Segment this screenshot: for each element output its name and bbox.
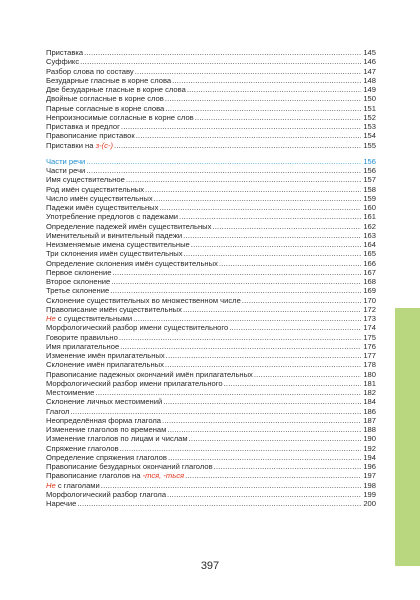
toc-page-number: 153: [363, 122, 376, 131]
toc-entry-text: Морфологический разбор имени прилагательного: [46, 378, 223, 388]
toc-page-number: 147: [363, 66, 376, 76]
toc-entry-text: Склонение имён прилагательных: [46, 360, 164, 370]
toc-leader-dots: [165, 94, 361, 103]
toc-page-number: 145: [363, 48, 376, 57]
toc-entry[interactable]: [46, 434, 376, 443]
toc-entry-title: [46, 141, 113, 150]
toc-entry[interactable]: [46, 481, 376, 490]
toc-entry[interactable]: [46, 131, 376, 140]
toc-entry[interactable]: [46, 85, 376, 94]
toc-entry-text: Определение склонения имён существительных: [46, 258, 218, 268]
toc-leader-dots: [214, 462, 361, 471]
toc-entry[interactable]: [46, 259, 376, 268]
toc-leader-dots: [145, 185, 361, 194]
toc-entry-title: [46, 85, 186, 94]
toc-leader-dots: [163, 397, 361, 406]
toc-page-number: 182: [363, 388, 376, 397]
toc-leader-dots: [84, 48, 361, 57]
toc-entry-title: [46, 157, 85, 166]
toc-entry-text: Глагол: [46, 406, 70, 416]
toc-entry-title: [46, 277, 110, 286]
toc-leader-dots: [119, 333, 361, 342]
toc-leader-dots: [101, 481, 361, 490]
toc-leader-dots: [183, 231, 361, 240]
toc-page-number: 156: [363, 166, 376, 175]
toc-entry-title: [46, 113, 194, 122]
toc-entry-title: [46, 462, 213, 471]
toc-entry[interactable]: [46, 388, 376, 397]
toc-entry-text: Приставка: [46, 48, 84, 57]
table-of-contents: [46, 48, 376, 508]
toc-entry[interactable]: [46, 397, 376, 406]
toc-leader-dots: [136, 131, 361, 140]
toc-page-number: 187: [363, 415, 376, 425]
toc-page-number: 198: [363, 480, 376, 490]
toc-entry-text: Падежи имён существительных: [46, 203, 159, 212]
toc-entry-text: Морфологический разбор имени существительного: [46, 323, 229, 333]
toc-page-number: 199: [363, 489, 376, 499]
toc-entry-text: Правописание имён существительных: [46, 304, 182, 314]
toc-entry-title: [46, 314, 132, 323]
toc-entry[interactable]: [46, 57, 376, 66]
toc-entry-text: Изменение имён прилагательных: [46, 351, 165, 360]
toc-entry-text: Род имён существительных: [46, 184, 145, 194]
toc-entry-text: Три склонения имён существительных: [46, 249, 183, 259]
toc-entry[interactable]: [46, 425, 376, 434]
toc-entry-text: Двойные согласные в корне слов: [46, 94, 164, 104]
toc-entry[interactable]: [46, 113, 376, 122]
toc-entry[interactable]: [46, 185, 376, 194]
toc-entry[interactable]: [46, 499, 376, 508]
toc-leader-dots: [159, 203, 361, 212]
toc-page-number: 172: [363, 304, 376, 314]
toc-entry-text: Части речи: [46, 166, 86, 175]
toc-page-number: 180: [363, 369, 376, 379]
toc-entry-title: [46, 499, 76, 508]
toc-leader-dots: [120, 342, 361, 351]
toc-entry-title: [46, 203, 158, 212]
toc-entry[interactable]: [46, 444, 376, 453]
toc-entry-text: Склонение личных местоимений: [46, 397, 163, 407]
toc-page-number: 154: [363, 131, 376, 141]
toc-page-number: 146: [363, 57, 376, 67]
toc-entry-title: [46, 388, 94, 397]
toc-entry-title: [46, 397, 162, 406]
toc-entry-text: Части речи: [46, 156, 86, 166]
toc-entry[interactable]: [46, 94, 376, 103]
toc-entry[interactable]: [46, 314, 376, 323]
toc-entry-text: Две безударные гласные в корне слова: [46, 85, 186, 94]
toc-leader-dots: [86, 157, 361, 166]
toc-entry-title: [46, 222, 211, 231]
toc-page-number: 173: [363, 314, 376, 323]
toc-entry-title: [46, 231, 182, 240]
toc-entry-text: Приставка и предлог: [46, 122, 120, 131]
toc-leader-dots: [154, 194, 361, 203]
toc-leader-dots: [195, 113, 361, 122]
toc-entry-title: [46, 296, 241, 305]
toc-entry-text: с существительными: [55, 314, 133, 323]
toc-page-number: 150: [363, 94, 376, 104]
toc-entry-title: [46, 94, 164, 103]
toc-entry-title: [46, 122, 120, 131]
toc-entry-text: Безударные гласные в корне слова: [46, 75, 172, 85]
toc-entry[interactable]: [46, 416, 376, 425]
toc-entry-text: Разбор слова по составу: [46, 66, 134, 76]
toc-entry-title: [46, 444, 119, 453]
toc-leader-dots: [112, 268, 361, 277]
toc-page-number: 176: [363, 341, 376, 351]
toc-page-number: 192: [363, 443, 376, 453]
toc-entry-text: Употребление предлогов с падежами: [46, 212, 179, 222]
toc-entry-text: Говорите правильно: [46, 332, 118, 342]
toc-entry-title: [46, 481, 100, 490]
toc-page-number: 157: [363, 175, 376, 185]
toc-entry-title: [46, 323, 228, 332]
toc-entry[interactable]: [46, 231, 376, 240]
toc-leader-dots: [77, 499, 361, 508]
toc-page-number: 164: [363, 240, 376, 249]
toc-entry[interactable]: [46, 333, 376, 342]
toc-entry-text: Второе склонение: [46, 277, 111, 286]
toc-entry-text: Спряжение глаголов: [46, 443, 119, 453]
toc-leader-dots: [167, 490, 361, 499]
toc-entry-title: [46, 259, 218, 268]
toc-entry-text: Имя существительное: [46, 175, 125, 185]
page-number: 397: [200, 560, 220, 572]
toc-page-number: 151: [363, 103, 376, 113]
toc-page-number: 162: [363, 221, 376, 231]
toc-leader-dots: [95, 388, 361, 397]
toc-page-number: 196: [363, 462, 376, 471]
toc-page-number: 181: [363, 378, 376, 388]
toc-entry-accent: Не: [46, 314, 56, 323]
toc-entry-text: Местоимение: [46, 388, 95, 397]
toc-leader-dots: [187, 85, 361, 94]
toc-page-number: 165: [363, 249, 376, 259]
toc-entry-title: [46, 360, 164, 369]
toc-page-number: 184: [363, 397, 376, 407]
toc-page-number: 161: [363, 212, 376, 222]
toc-page-number: 177: [363, 351, 376, 360]
toc-entry-title: [46, 268, 111, 277]
toc-leader-dots: [162, 416, 361, 425]
toc-entry-text: Первое склонение: [46, 267, 112, 277]
toc-entry[interactable]: [46, 305, 376, 314]
toc-leader-dots: [184, 249, 361, 258]
toc-entry[interactable]: [46, 76, 376, 85]
toc-entry-title: [46, 425, 166, 434]
toc-page-number: 160: [363, 203, 376, 212]
toc-page-number: 200: [363, 499, 376, 508]
toc-leader-dots: [111, 277, 361, 286]
toc-entry[interactable]: [46, 286, 376, 295]
toc-page-number: 169: [363, 286, 376, 296]
toc-entry-accent: Не: [46, 480, 56, 490]
toc-page-number: 168: [363, 277, 376, 286]
toc-leader-dots: [126, 175, 361, 184]
toc-entry[interactable]: [46, 175, 376, 184]
toc-entry-title: [46, 305, 182, 314]
toc-leader-dots: [183, 305, 361, 314]
toc-entry-text: Именительный и винительный падежи: [46, 230, 183, 240]
toc-leader-dots: [133, 314, 361, 323]
toc-entry-title: [46, 490, 166, 499]
toc-entry-text: Неизменяемые имена существительные: [46, 240, 190, 249]
toc-page-number: 159: [363, 193, 376, 203]
toc-leader-dots: [224, 379, 361, 388]
toc-entry[interactable]: [46, 141, 376, 150]
toc-entry-text: Число имён существительных: [46, 193, 153, 203]
section-side-tab: [395, 308, 420, 566]
toc-leader-dots: [242, 296, 361, 305]
toc-entry-title: [46, 175, 125, 184]
toc-page-number: 149: [363, 85, 376, 94]
toc-entry-text: Неопределённая форма глагола: [46, 415, 162, 425]
toc-entry-text: Имя прилагательное: [46, 341, 120, 351]
toc-entry-title: [46, 57, 79, 66]
toc-page-number: 188: [363, 425, 376, 434]
toc-leader-dots: [191, 240, 361, 249]
toc-entry[interactable]: [46, 360, 376, 369]
toc-entry-title: [46, 370, 253, 379]
toc-entry[interactable]: [46, 490, 376, 499]
toc-entry-text: Изменение глаголов по временам: [46, 425, 167, 434]
toc-leader-dots: [121, 122, 361, 131]
toc-leader-dots: [86, 166, 361, 175]
toc-entry-title: [46, 434, 188, 443]
toc-page-number: 178: [363, 360, 376, 370]
toc-entry[interactable]: [46, 379, 376, 388]
toc-entry-title: [46, 194, 153, 203]
toc-entry-text: Определение спряжения глаголов: [46, 452, 167, 462]
toc-entry-text: Непроизносимые согласные в корне слов: [46, 112, 194, 122]
toc-entry-text: Третье склонение: [46, 286, 110, 296]
toc-page-number: 156: [363, 156, 376, 166]
toc-page-number: 175: [363, 332, 376, 342]
toc-entry[interactable]: [46, 471, 376, 480]
toc-entry-text: Правописание безударных окончаний глаголов: [46, 462, 213, 471]
toc-entry-text: Приставки на: [46, 140, 96, 150]
toc-entry[interactable]: [46, 323, 376, 332]
toc-page-number: 190: [363, 434, 376, 444]
toc-leader-dots: [166, 351, 361, 360]
toc-leader-dots: [172, 76, 361, 85]
toc-entry-title: [46, 471, 184, 480]
toc-entry-text: Склонение существительных во множественном числе: [46, 295, 241, 305]
toc-entry-title: [46, 351, 165, 360]
toc-page-number: 152: [363, 112, 376, 122]
toc-leader-dots: [229, 323, 361, 332]
toc-entry[interactable]: [46, 104, 376, 113]
toc-leader-dots: [167, 425, 361, 434]
toc-entry-title: [46, 104, 164, 113]
toc-entry-title: [46, 379, 223, 388]
toc-entry[interactable]: [46, 277, 376, 286]
toc-entry[interactable]: [46, 249, 376, 258]
toc-entry-title: [46, 67, 134, 76]
toc-entry[interactable]: [46, 166, 376, 175]
toc-entry-title: [46, 76, 171, 85]
toc-entry-text: Наречие: [46, 499, 77, 508]
toc-entry-text: с глаголами: [55, 480, 100, 490]
toc-entry[interactable]: [46, 462, 376, 471]
toc-leader-dots: [185, 471, 361, 480]
toc-page-number: 166: [363, 258, 376, 268]
toc-entry[interactable]: [46, 240, 376, 249]
toc-entry-text: Морфологический разбор глагола: [46, 489, 167, 499]
toc-entry[interactable]: [46, 296, 376, 305]
toc-entry[interactable]: [46, 212, 376, 221]
toc-leader-dots: [114, 141, 361, 150]
toc-entry-title: [46, 342, 119, 351]
toc-entry-title: [46, 286, 109, 295]
toc-entry-title: [46, 453, 167, 462]
toc-page-number: 194: [363, 452, 376, 462]
toc-entry-title: [46, 249, 183, 258]
toc-entry[interactable]: [46, 453, 376, 462]
toc-entry-text: Парные согласные в корне слова: [46, 103, 165, 113]
toc-entry[interactable]: [46, 67, 376, 76]
toc-entry-title: [46, 48, 83, 57]
toc-entry-title: [46, 166, 85, 175]
toc-entry-text: Правописание приставок: [46, 131, 135, 141]
toc-entry[interactable]: [46, 48, 376, 57]
toc-page-number: 197: [363, 471, 376, 481]
toc-entry-title: [46, 212, 178, 221]
toc-page-number: 186: [363, 406, 376, 416]
toc-entry[interactable]: [46, 370, 376, 379]
toc-entry-text: Изменение глаголов по лицам и числам: [46, 434, 188, 444]
toc-leader-dots: [179, 212, 361, 221]
toc-leader-dots: [168, 453, 361, 462]
toc-entry-accent: -тся, -ться: [142, 471, 185, 481]
toc-leader-dots: [212, 222, 361, 231]
toc-entry-title: [46, 185, 144, 194]
toc-entry[interactable]: [46, 203, 376, 212]
toc-entry-accent: з-(с-): [95, 140, 114, 150]
toc-page-number: 155: [363, 140, 376, 150]
toc-entry-title: [46, 333, 118, 342]
toc-entry[interactable]: [46, 122, 376, 131]
toc-entry[interactable]: [46, 194, 376, 203]
toc-page-number: 167: [363, 267, 376, 277]
toc-leader-dots: [165, 360, 361, 369]
toc-leader-dots: [219, 259, 361, 268]
toc-page-number: 158: [363, 184, 376, 194]
toc-entry-title: [46, 407, 69, 416]
toc-leader-dots: [70, 407, 361, 416]
toc-page-number: 170: [363, 295, 376, 305]
toc-leader-dots: [110, 286, 361, 295]
toc-entry-text: Определение падежей имён существительных: [46, 221, 212, 231]
toc-page-number: 163: [363, 230, 376, 240]
toc-entry-text: Суффикс: [46, 57, 80, 67]
toc-leader-dots: [254, 370, 361, 379]
toc-entry[interactable]: [46, 222, 376, 231]
toc-page-number: 148: [363, 75, 376, 85]
toc-entry-text: Правописание падежных окончаний имён прилагательных: [46, 369, 253, 379]
toc-entry-text: Правописание глаголов на: [46, 471, 143, 481]
toc-leader-dots: [80, 57, 361, 66]
toc-entry[interactable]: [46, 407, 376, 416]
toc-section-heading[interactable]: [46, 157, 376, 166]
toc-entry-title: [46, 240, 190, 249]
toc-leader-dots: [189, 434, 361, 443]
toc-entry[interactable]: [46, 268, 376, 277]
toc-leader-dots: [165, 104, 361, 113]
toc-entry[interactable]: [46, 351, 376, 360]
toc-entry-title: [46, 416, 161, 425]
toc-entry[interactable]: [46, 342, 376, 351]
toc-leader-dots: [135, 67, 361, 76]
toc-page-number: 174: [363, 323, 376, 333]
toc-leader-dots: [120, 444, 361, 453]
toc-entry-title: [46, 131, 135, 140]
